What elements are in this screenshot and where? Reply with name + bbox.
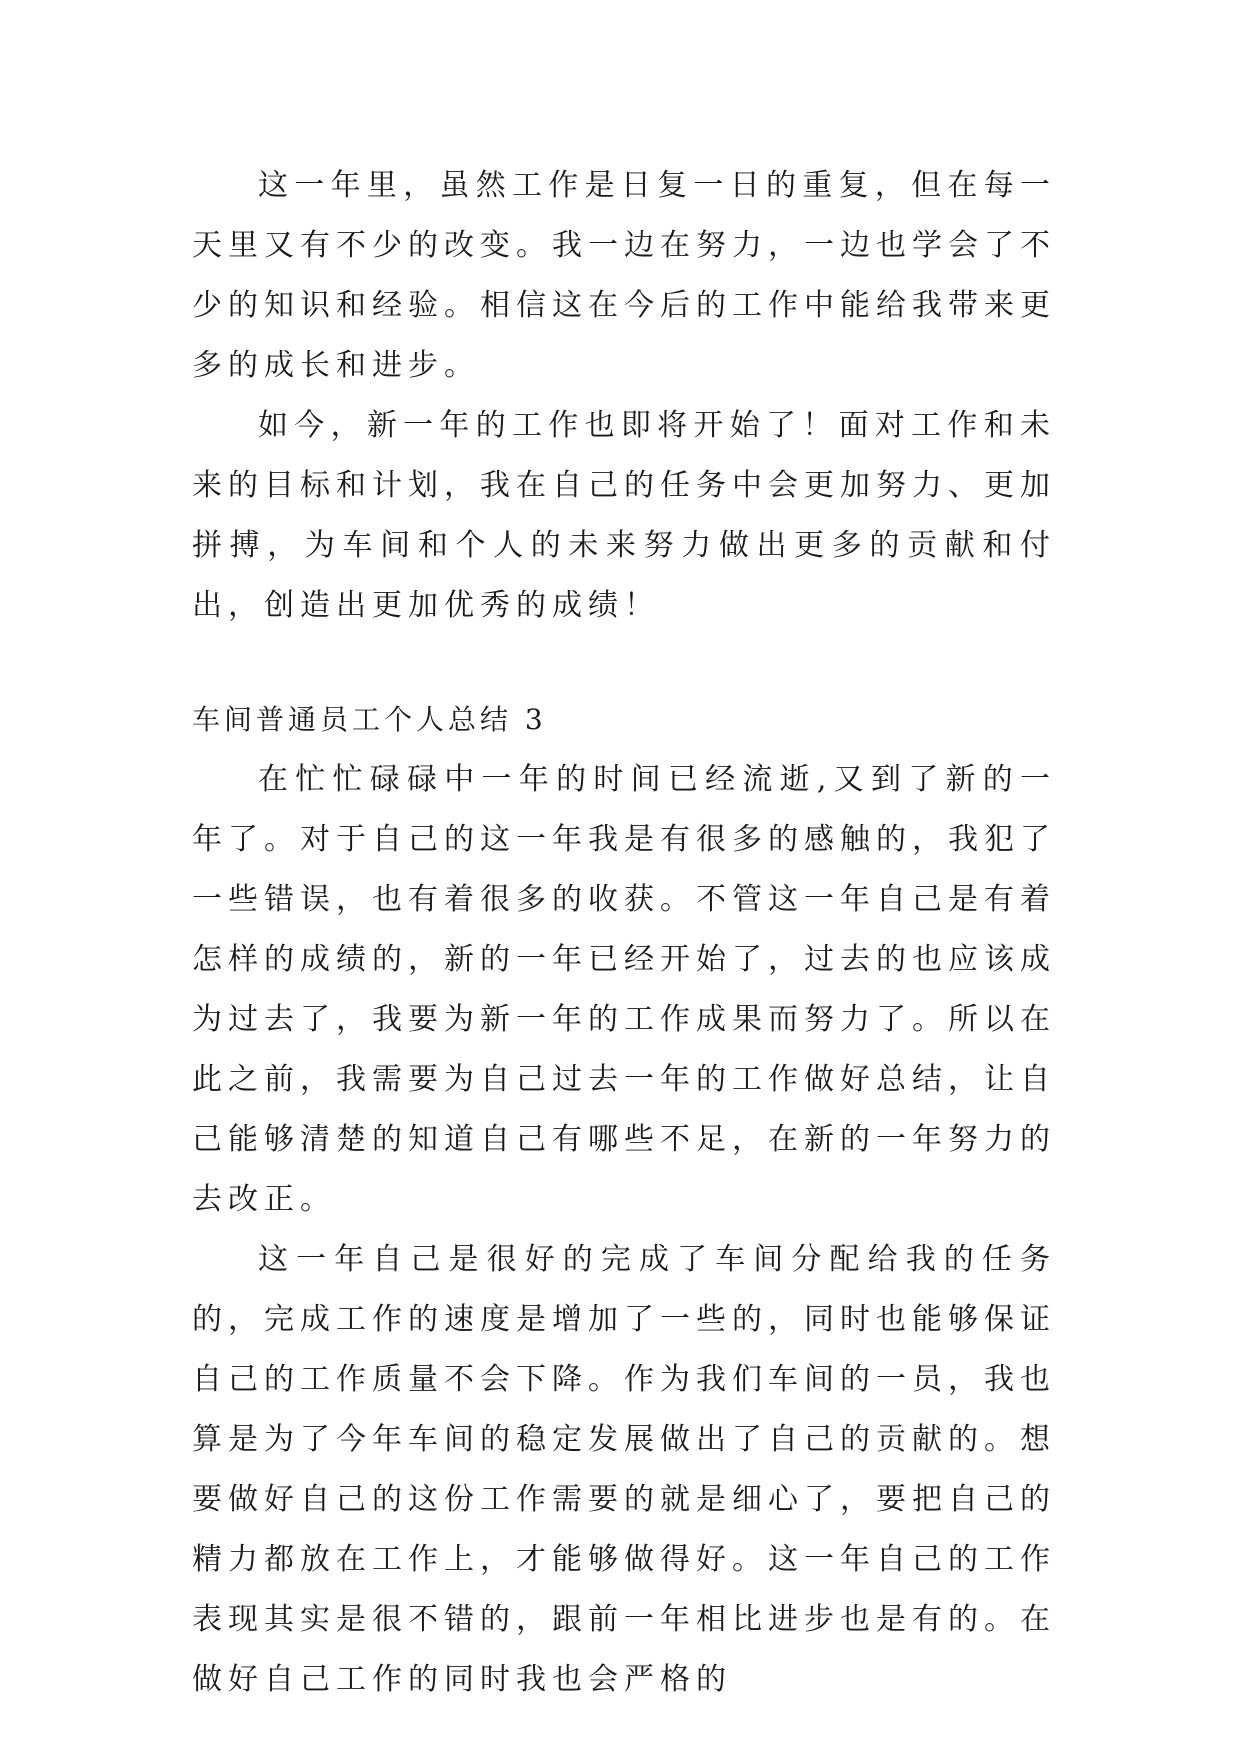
- paragraph-summary-year: 这一年里，虽然工作是日复一日的重复，但在每一天里又有不少的改变。我一边在努力，一边也学会了不少的知识和经验。相信这在今后的工作中能给我带来更多的成长和进步。: [192, 168, 1056, 383]
- section-heading: 车间普通员工个人总结 3: [192, 703, 547, 736]
- paragraph-new-year-goals: 如今，新一年的工作也即将开始了！面对工作和未来的目标和计划，我在自己的任务中会更加努力、更加拼搏，为车间和个人的未来努力做出更多的贡献和付出，创造出更加优秀的成绩！: [192, 408, 1056, 623]
- paragraph-work-performance: 这一年自己是很好的完成了车间分配给我的任务的，完成工作的速度是增加了一些的，同时也能够保证自己的工作质量不会下降。作为我们车间的一员，我也算是为了今年车间的稳定发展做出了自己的贡献的。想要做好自己的这份工作需要的就是细心了，要把自己的精力都放在工作上，才能够做得好。这一年自己的工作表现其实是很不错的，跟前一年相比进步也是有的。在做好自己工作的同时我也会严格的: [192, 1242, 1056, 1697]
- document-page: [192, 156, 1056, 1710]
- paragraph-reflection: 在忙忙碌碌中一年的时间已经流逝,又到了新的一年了。对于自己的这一年我是有很多的感触的，我犯了一些错误，也有着很多的收获。不管这一年自己是有着怎样的成绩的，新的一年已经开始了，过去的也应该成为过去了，我要为新一年的工作成果而努力了。所以在此之前，我需要为自己过去一年的工作做好总结，让自己能够清楚的知道自己有哪些不足，在新的一年努力的去改正。: [192, 762, 1056, 1217]
